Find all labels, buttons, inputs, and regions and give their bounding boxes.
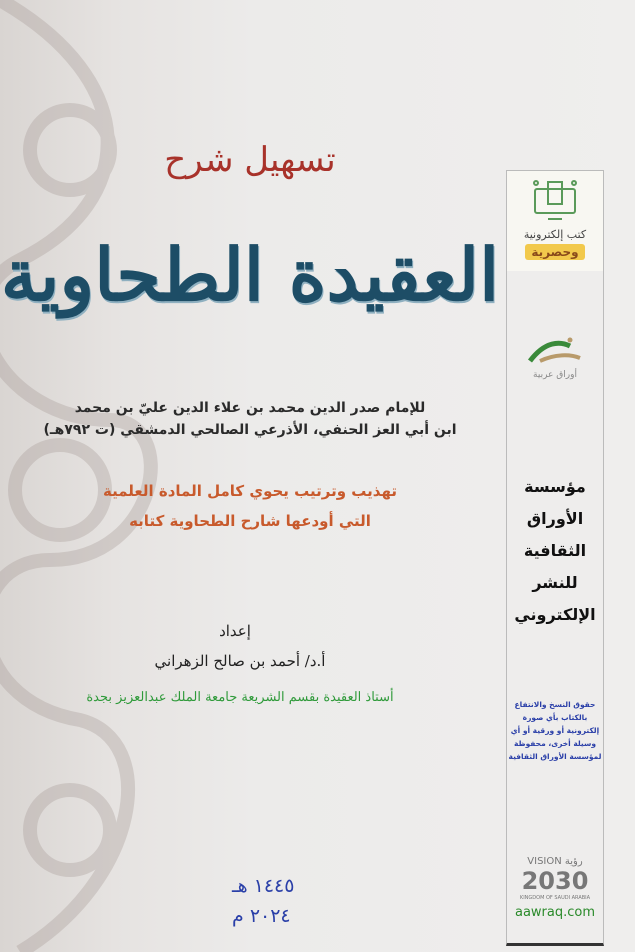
- logo-text: أوراق عربية: [533, 370, 577, 380]
- author-line-2: ابن أبي العز الحنفي، الأذرعي الصالحي الدمشقي (ت ٧٩٢هـ): [43, 422, 457, 438]
- prepared-by-label: إعداد: [219, 622, 251, 640]
- computer-book-icon: [530, 179, 580, 224]
- date-gregorian: ٢٠٢٤ م: [232, 905, 291, 927]
- vision-label: VISION رؤية: [527, 856, 583, 867]
- website-link[interactable]: aawraq.com: [514, 905, 596, 920]
- publisher-line: مؤسسة: [524, 477, 586, 496]
- rights-notice: حقوق النسخ والانتفاع بالكتاب بأي صورة إلكترونية أو ورقية أو أي وسيلة أخرى، محفوظة لمؤسسة الأوراق الثقافية: [508, 700, 602, 761]
- preparer-title: أستاذ العقيدة بقسم الشريعة جامعة الملك عبدالعزيز بجدة: [86, 690, 394, 705]
- book-title: العقيدة الطحاوية: [0, 232, 500, 317]
- ebooks-label: كتب إلكترونية: [523, 228, 587, 241]
- ebooks-badge: [507, 171, 603, 271]
- preparer-name: أ.د/ أحمد بن صالح الزهراني: [154, 652, 326, 670]
- awraq-logo: [507, 336, 603, 380]
- publisher-line: الأوراق: [526, 509, 584, 528]
- description-line-2: التي أودعها شارح الطحاوية كتابه: [129, 512, 371, 530]
- exclusive-label: وحصرية: [525, 244, 584, 260]
- publisher-sidebar: [506, 170, 604, 946]
- vision-year: 2030: [521, 867, 589, 895]
- date-hijri: ١٤٤٥ هـ: [232, 875, 295, 897]
- publisher-line: للنشر: [532, 573, 578, 592]
- subtitle: تسهيل شرح: [164, 140, 336, 180]
- awraq-logo-icon: [525, 336, 585, 366]
- vision-2030-logo: [507, 856, 603, 920]
- description-line-1: تهذيب وترتيب يحوي كامل المادة العلمية: [102, 482, 398, 500]
- kingdom-label: KINGDOM OF SAUDI ARABIA: [519, 895, 591, 901]
- publisher-name: [507, 471, 603, 631]
- publisher-line: الثقافية: [523, 541, 587, 560]
- author-line-1: للإمام صدر الدين محمد بن علاء الدين عليّ بن محمد: [74, 400, 426, 416]
- publisher-line: الإلكتروني: [514, 605, 596, 624]
